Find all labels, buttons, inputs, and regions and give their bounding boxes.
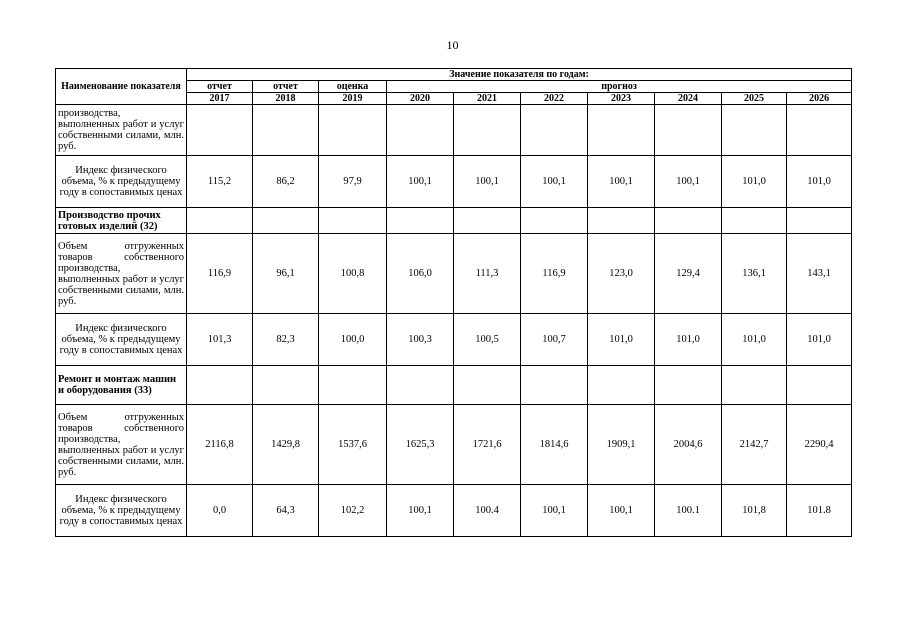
table-row bbox=[56, 485, 852, 537]
row-value-cell: 115,2 bbox=[187, 156, 253, 208]
row-value-cell bbox=[187, 208, 253, 234]
row-value-cell: 1429,8 bbox=[253, 405, 319, 485]
table-body bbox=[56, 105, 852, 537]
row-value-cell: 116,9 bbox=[187, 234, 253, 314]
row-value-cell bbox=[655, 366, 722, 405]
row-value-cell: 101,8 bbox=[722, 485, 787, 537]
row-value-cell: 100,1 bbox=[655, 156, 722, 208]
row-value-cell bbox=[588, 366, 655, 405]
row-value-cell bbox=[319, 105, 387, 156]
header-year: 2021 bbox=[454, 93, 521, 105]
row-value-cell: 100,5 bbox=[454, 314, 521, 366]
row-indicator-name: производства, выполненных работ и услуг собственными силами, млн. руб. bbox=[56, 105, 187, 156]
row-value-cell: 101,0 bbox=[655, 314, 722, 366]
row-value-cell: 100,1 bbox=[387, 156, 454, 208]
row-indicator-name: Объем отгруженных товаров собственного производства, выполненных работ и услуг собственными силами, млн. руб. bbox=[56, 405, 187, 485]
row-value-cell: 102,2 bbox=[319, 485, 387, 537]
row-value-cell: 106,0 bbox=[387, 234, 454, 314]
table-row bbox=[56, 366, 852, 405]
indicators-table bbox=[55, 68, 852, 537]
header-name-column: Наименование показателя bbox=[56, 69, 187, 105]
row-value-cell bbox=[187, 105, 253, 156]
row-indicator-name: Индекс физического объема, % к предыдущему году в сопоставимых ценах bbox=[56, 314, 187, 366]
row-value-cell bbox=[454, 366, 521, 405]
row-value-cell bbox=[521, 366, 588, 405]
row-value-cell bbox=[253, 208, 319, 234]
row-value-cell: 101,0 bbox=[588, 314, 655, 366]
row-value-cell: 100,7 bbox=[521, 314, 588, 366]
table-row bbox=[56, 405, 852, 485]
row-value-cell: 143,1 bbox=[787, 234, 852, 314]
header-year: 2025 bbox=[722, 93, 787, 105]
row-indicator-name: Индекс физического объема, % к предыдущему году в сопоставимых ценах bbox=[56, 485, 187, 537]
row-value-cell: 101,0 bbox=[722, 156, 787, 208]
header-year: 2026 bbox=[787, 93, 852, 105]
row-value-cell bbox=[454, 208, 521, 234]
header-prognoz: прогноз bbox=[387, 81, 852, 93]
row-value-cell: 1909,1 bbox=[588, 405, 655, 485]
header-year: 2024 bbox=[655, 93, 722, 105]
row-value-cell: 101,0 bbox=[787, 314, 852, 366]
row-value-cell bbox=[387, 208, 454, 234]
row-value-cell bbox=[253, 105, 319, 156]
row-value-cell: 100,8 bbox=[319, 234, 387, 314]
row-value-cell: 2290,4 bbox=[787, 405, 852, 485]
row-value-cell: 1537,6 bbox=[319, 405, 387, 485]
row-value-cell bbox=[787, 105, 852, 156]
header-ocenka-2019: оценка bbox=[319, 81, 387, 93]
header-values-title: Значение показателя по годам: bbox=[187, 69, 852, 81]
row-value-cell: 111,3 bbox=[454, 234, 521, 314]
row-value-cell: 100,1 bbox=[588, 485, 655, 537]
row-value-cell: 100,1 bbox=[588, 156, 655, 208]
row-value-cell: 101,0 bbox=[787, 156, 852, 208]
row-value-cell bbox=[588, 105, 655, 156]
header-year: 2019 bbox=[319, 93, 387, 105]
row-value-cell: 2116,8 bbox=[187, 405, 253, 485]
row-value-cell: 100.1 bbox=[655, 485, 722, 537]
row-indicator-name: Объем отгруженных товаров собственного производства, выполненных работ и услуг собственными силами, млн. руб. bbox=[56, 234, 187, 314]
row-value-cell: 97,9 bbox=[319, 156, 387, 208]
table-row bbox=[56, 234, 852, 314]
row-value-cell bbox=[787, 366, 852, 405]
row-indicator-name: Индекс физического объема, % к предыдущему году в сопоставимых ценах bbox=[56, 156, 187, 208]
row-value-cell bbox=[722, 366, 787, 405]
page-number: 10 bbox=[446, 38, 459, 52]
header-year: 2020 bbox=[387, 93, 454, 105]
row-value-cell: 0,0 bbox=[187, 485, 253, 537]
row-value-cell bbox=[319, 366, 387, 405]
row-value-cell: 86,2 bbox=[253, 156, 319, 208]
row-value-cell: 2142,7 bbox=[722, 405, 787, 485]
row-value-cell: 100,1 bbox=[387, 485, 454, 537]
table-row bbox=[56, 208, 852, 234]
row-value-cell bbox=[187, 366, 253, 405]
header-year: 2023 bbox=[588, 93, 655, 105]
row-value-cell bbox=[655, 105, 722, 156]
row-value-cell: 100,1 bbox=[521, 485, 588, 537]
row-value-cell: 100,0 bbox=[319, 314, 387, 366]
row-value-cell: 123,0 bbox=[588, 234, 655, 314]
row-value-cell bbox=[787, 208, 852, 234]
row-value-cell bbox=[387, 105, 454, 156]
table-row bbox=[56, 105, 852, 156]
row-value-cell: 2004,6 bbox=[655, 405, 722, 485]
row-value-cell bbox=[521, 105, 588, 156]
row-value-cell bbox=[319, 208, 387, 234]
row-value-cell: 101.8 bbox=[787, 485, 852, 537]
row-value-cell: 116,9 bbox=[521, 234, 588, 314]
row-value-cell bbox=[387, 366, 454, 405]
row-value-cell: 100.4 bbox=[454, 485, 521, 537]
table-row bbox=[56, 156, 852, 208]
row-indicator-name: Производство прочих готовых изделий (32) bbox=[56, 208, 187, 234]
row-value-cell: 100,1 bbox=[521, 156, 588, 208]
row-value-cell bbox=[521, 208, 588, 234]
row-value-cell bbox=[722, 208, 787, 234]
row-value-cell: 96,1 bbox=[253, 234, 319, 314]
row-value-cell: 1625,3 bbox=[387, 405, 454, 485]
row-indicator-name: Ремонт и монтаж машин и оборудования (33) bbox=[56, 366, 187, 405]
table-row bbox=[56, 314, 852, 366]
row-value-cell bbox=[722, 105, 787, 156]
row-value-cell bbox=[454, 105, 521, 156]
row-value-cell bbox=[253, 366, 319, 405]
header-year: 2022 bbox=[521, 93, 588, 105]
row-value-cell bbox=[588, 208, 655, 234]
header-otchet-2018: отчет bbox=[253, 81, 319, 93]
row-value-cell: 1814,6 bbox=[521, 405, 588, 485]
row-value-cell: 101,0 bbox=[722, 314, 787, 366]
header-year: 2018 bbox=[253, 93, 319, 105]
header-year: 2017 bbox=[187, 93, 253, 105]
row-value-cell: 64,3 bbox=[253, 485, 319, 537]
row-value-cell: 136,1 bbox=[722, 234, 787, 314]
row-value-cell: 100,1 bbox=[454, 156, 521, 208]
header-otchet-2017: отчет bbox=[187, 81, 253, 93]
row-value-cell: 1721,6 bbox=[454, 405, 521, 485]
row-value-cell: 129,4 bbox=[655, 234, 722, 314]
row-value-cell: 100,3 bbox=[387, 314, 454, 366]
row-value-cell bbox=[655, 208, 722, 234]
row-value-cell: 82,3 bbox=[253, 314, 319, 366]
row-value-cell: 101,3 bbox=[187, 314, 253, 366]
